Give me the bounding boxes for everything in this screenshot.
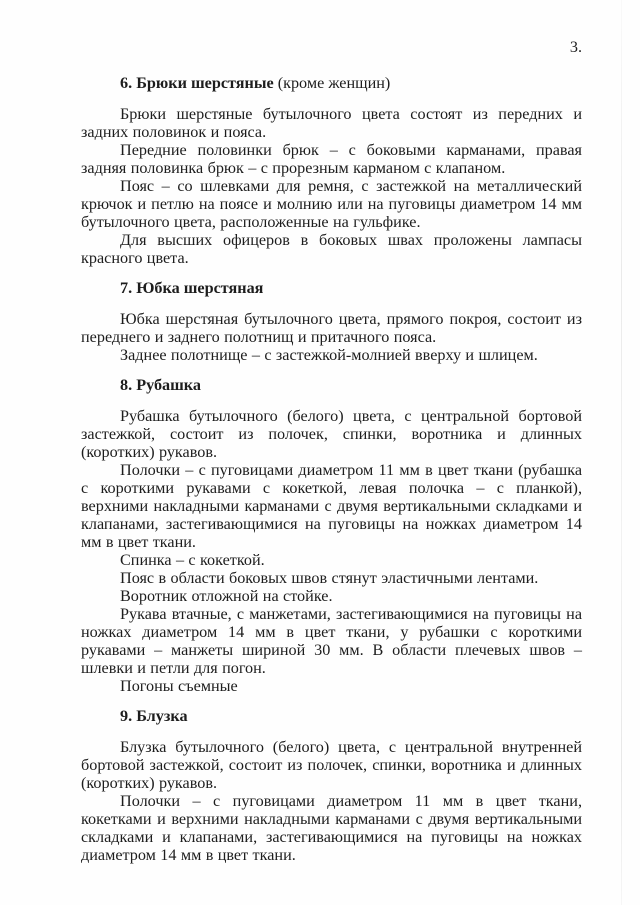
paragraph: Рубашка бутылочного (белого) цвета, с центральной бортовой застежкой, состоит из полочек, спинки, воротника и длинных (коротких) рукавов.: [81, 407, 582, 461]
paragraph: Полочки – с пуговицами диаметром 11 мм в цвет ткани (рубашка с короткими рукавами с кокеткой, левая полочка – с планкой), верхними накладными карманами с двумя вертикальными складками и клапанами, застегивающимися на пуговицы на ножках диаметром 14 мм в цвет ткани.: [81, 461, 582, 551]
section-6-title-note: (кроме женщин): [273, 74, 391, 92]
paragraph: Рукава втачные, с манжетами, застегивающимися на пуговицы на ножках диаметром 14 мм в цвет ткани, у рубашки с короткими рукавами – манжеты шириной 30 мм. В области плечевых швов – шлевки и петли для погон.: [81, 605, 582, 677]
scan-edge-artifact: [621, 0, 622, 905]
paragraph: Для высших офицеров в боковых швах проложены лампасы красного цвета.: [81, 231, 582, 267]
paragraph: Передние половинки брюк – с боковыми карманами, правая задняя половинка брюк – с прорезным карманом с клапаном.: [81, 141, 582, 177]
paragraph: Юбка шерстяная бутылочного цвета, прямого покроя, состоит из переднего и заднего полотнищ и притачного пояса.: [81, 310, 582, 346]
paragraph: Блузка бутылочного (белого) цвета, с центральной внутренней бортовой застежкой, состоит из полочек, спинки, воротника и длинных (коротких) рукавов.: [81, 738, 582, 792]
paragraph: Спинка – с кокеткой.: [120, 551, 265, 569]
section-8-title: 8. Рубашка: [120, 376, 201, 394]
section-9-heading: [81, 707, 582, 725]
section-6-title: 6. Брюки шерстяные: [120, 74, 274, 92]
section-9-title: 9. Блузка: [120, 707, 188, 725]
paragraph: Пояс – со шлевками для ремня, с застежкой на металлический крючок и петлю на поясе и молнию или на пуговицы диаметром 14 мм бутылочного цвета, расположенные на гульфике.: [81, 177, 582, 231]
section-6-heading: [81, 74, 582, 92]
document-body: [81, 74, 582, 864]
paragraph: Погоны съемные: [120, 677, 238, 695]
paragraph: Воротник отложной на стойке.: [120, 587, 333, 605]
section-7-title: 7. Юбка шерстяная: [120, 279, 264, 297]
paragraph: Заднее полотнище – с застежкой-молнией вверху и шлицем.: [120, 346, 538, 364]
paragraph: Полочки – с пуговицами диаметром 11 мм в цвет ткани, кокетками и верхними накладными карманами с двумя вертикальными складками и клапанами, застегивающимися на пуговицы на ножках диаметром 14 мм в цвет ткани.: [81, 792, 582, 864]
section-7-heading: [81, 279, 582, 297]
section-8-heading: [81, 376, 582, 394]
paragraph: Брюки шерстяные бутылочного цвета состоят из передних и задних половинок и пояса.: [81, 105, 582, 141]
page-number: 3.: [569, 38, 582, 56]
paragraph: Пояс в области боковых швов стянут эластичными лентами.: [120, 569, 539, 587]
